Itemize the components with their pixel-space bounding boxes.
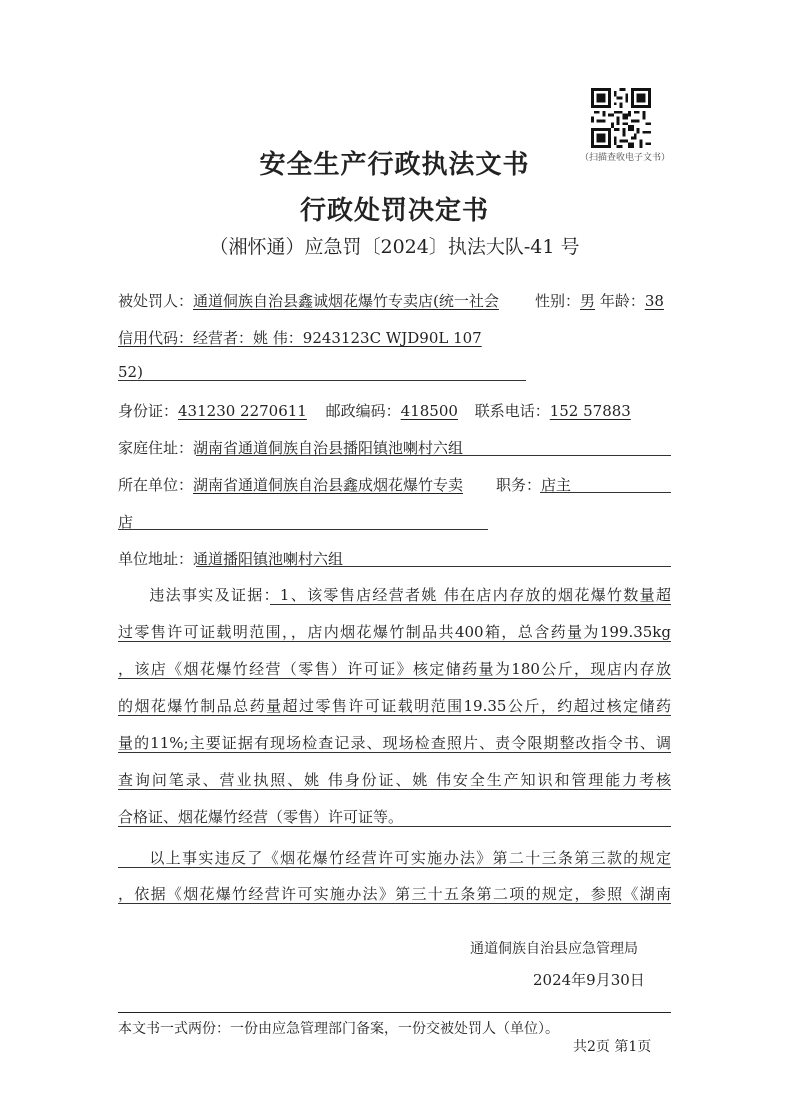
punished-label: 被处罚人： (118, 292, 194, 310)
page-number: 共2页 第1页 (573, 1039, 652, 1055)
facts-line-5: 量的11%;主要证据有现场检查记录、现场检查照片、责令限期整改指令书、调 (118, 734, 671, 752)
post-label: 职务： (496, 476, 542, 494)
facts-underline-2 (118, 641, 671, 642)
home-value: 湖南省通道侗族自治县播阳镇池喇村六组 (193, 439, 464, 457)
document-number: （湘怀通）应急罚〔2024〕执法大队-41 号 (209, 236, 580, 258)
punished-continued (118, 327, 482, 348)
post-value: 店主 (541, 476, 572, 494)
postal-value: 418500 (400, 402, 458, 420)
footer-note: 本文书一式两份：一份由应急管理部门备案，一份交被处罚人（单位）。 (118, 1021, 559, 1037)
unit-underline (118, 529, 488, 530)
facts-underline-4 (118, 715, 671, 716)
facts-underline-1 (270, 604, 671, 605)
gender-label: 性别： (535, 292, 581, 310)
punished-value: 通道侗族自治县鑫诚烟花爆竹专卖店(统一社会 (193, 292, 499, 310)
decision-line-1 (118, 847, 671, 868)
phone-value: 152 57883 (549, 402, 631, 420)
facts-line-1 (118, 584, 671, 605)
punished-value-line2: 信用代码：经营者：姚 伟：9243123C WJD90L 107 (118, 329, 482, 347)
gender-age-row (535, 290, 664, 311)
age-label: 年龄： (599, 292, 645, 310)
decision-underline-1 (118, 867, 671, 868)
decision-underline-2 (118, 903, 671, 904)
post-underline (540, 492, 671, 493)
unit-label: 所在单位： (118, 476, 194, 494)
punished-party-row (118, 290, 499, 311)
facts-underline-6 (118, 789, 671, 790)
facts-line-3: ，该店《烟花爆竹经营（零售）许可证》核定储药量为180公斤，现店内存放 (118, 660, 671, 678)
decision-line-2: ，依据《烟花爆竹经营许可实施办法》第三十五条第二项的规定，参照《湖南 (118, 885, 671, 903)
unit-value: 湖南省通道侗族自治县鑫成烟花爆竹专卖 (193, 476, 464, 494)
qr-caption: （扫描查收电子文书） (580, 153, 671, 163)
document-category-title: 安全生产行政执法文书 (259, 150, 530, 180)
qr-code-icon (591, 88, 651, 148)
id-label: 身份证： (118, 402, 179, 420)
facts-line-4: 的烟花爆竹制品总药量超过零售许可证载明范围19.35公斤，约超过核定储药 (118, 697, 671, 715)
unit-value-line2: 店 (118, 513, 134, 531)
facts-line-6: 查询问笔录、营业执照、姚 伟身份证、姚 伟安全生产知识和管理能力考核 (118, 771, 671, 789)
gender-value: 男 (580, 292, 596, 310)
issue-date: 2024年9月30日 (533, 971, 645, 989)
postal-label: 邮政编码： (325, 402, 401, 420)
punished-value-line3: 52) (118, 363, 143, 381)
punished-continued-2 (118, 363, 143, 381)
document-title: 行政处罚决定书 (299, 196, 489, 226)
address-value: 通道播阳镇池喇村六组 (193, 550, 344, 568)
decision-text-1: 以上事实违反了《烟花爆竹经营许可实施办法》第二十三条第三款的规定 (148, 849, 671, 867)
age-value: 38 (644, 292, 664, 310)
unit-row (118, 474, 463, 495)
facts-intro: 违法事实及证据： (148, 586, 280, 604)
address-label: 单位地址： (118, 550, 194, 568)
address-underline (196, 566, 671, 567)
facts-text-1: 1、该零售店经营者姚 伟在店内存放的烟花爆竹数量超 (279, 586, 671, 604)
home-label: 家庭住址： (118, 439, 194, 457)
facts-underline-7 (118, 826, 671, 827)
facts-line-2: 过零售许可证载明范围，，店内烟花爆竹制品共400箱，总含药量为199.35kg (118, 623, 671, 641)
phone-label: 联系电话： (474, 402, 550, 420)
issuing-authority: 通道侗族自治县应急管理局 (470, 941, 638, 957)
footer-divider (118, 1012, 671, 1013)
home-underline (196, 455, 671, 456)
id-value: 431230 2270611 (178, 402, 307, 420)
facts-underline-3 (118, 678, 671, 679)
facts-underline-5 (118, 752, 671, 753)
facts-line-7: 合格证、烟花爆竹经营（零售）许可证等。 (118, 808, 404, 826)
id-postal-phone-row (118, 400, 631, 421)
punished-underline (118, 380, 526, 381)
